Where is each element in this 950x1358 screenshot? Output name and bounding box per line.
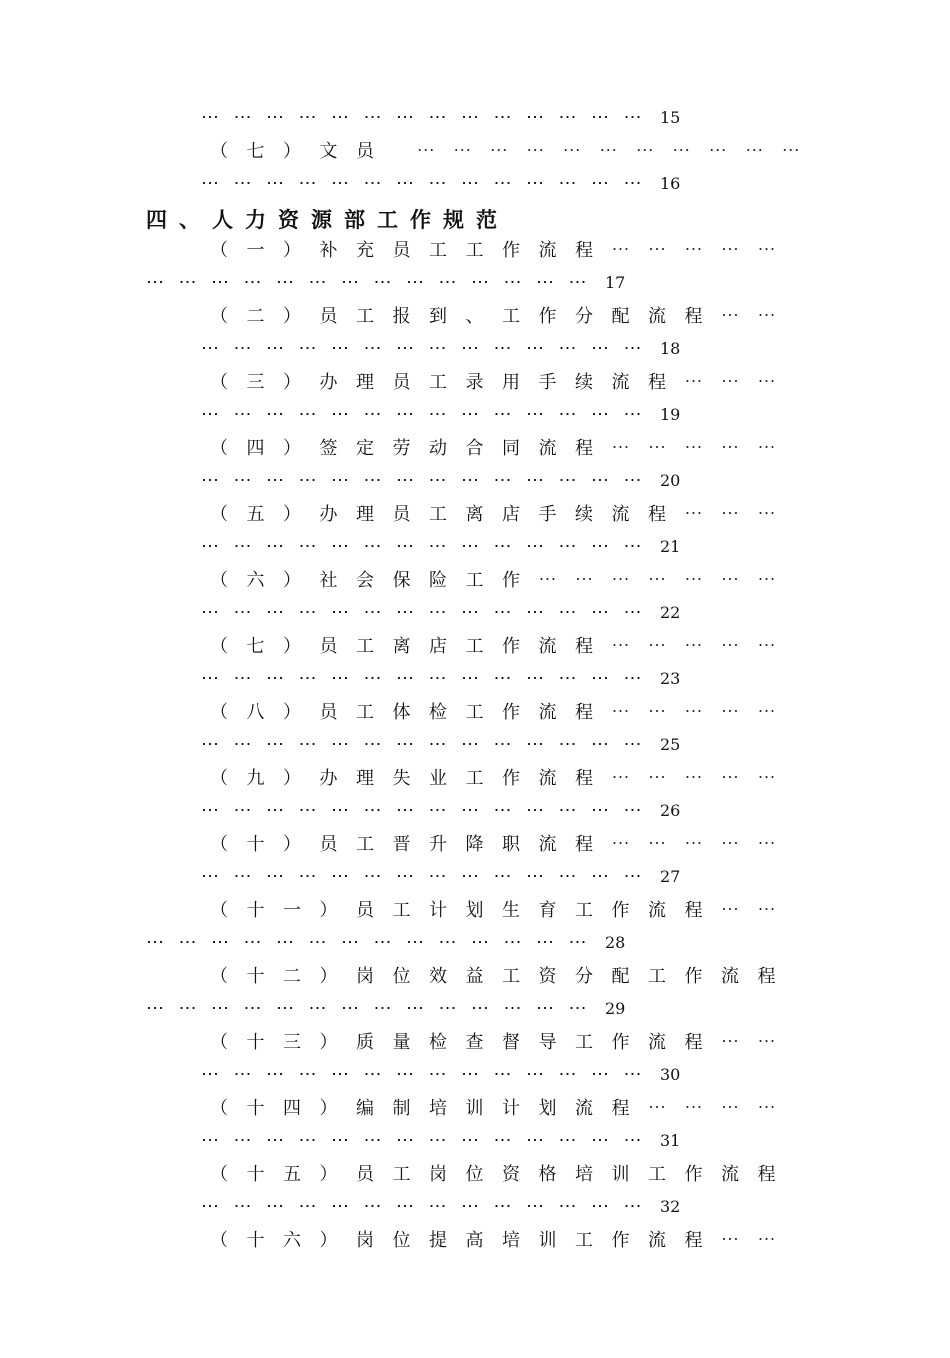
toc-entry-title: （十）员工晋升降职流程⋯⋯⋯⋯⋯: [210, 834, 794, 855]
toc-continuation-line: [146, 997, 625, 1021]
toc-entry-line: [210, 437, 794, 461]
toc-page-number: 25: [660, 735, 681, 754]
toc-leader-dots: ⋯⋯⋯⋯⋯⋯⋯⋯⋯⋯⋯⋯⋯⋯: [201, 668, 656, 689]
toc-continuation-line: [201, 337, 680, 361]
toc-page-number: 31: [660, 1131, 681, 1150]
toc-page-number: 32: [660, 1197, 681, 1216]
toc-leader-dots: ⋯⋯⋯⋯⋯⋯⋯⋯⋯⋯⋯⋯⋯⋯: [201, 173, 656, 194]
toc-entry-title: （九）办理失业工作流程⋯⋯⋯⋯⋯: [210, 768, 794, 789]
toc-entry-title: （七）员工离店工作流程⋯⋯⋯⋯⋯: [210, 636, 794, 657]
section-heading: 四、人力资源部工作规范: [146, 208, 509, 232]
toc-page-number: 21: [660, 537, 681, 556]
toc-leader-dots: ⋯⋯⋯⋯⋯⋯⋯⋯⋯⋯⋯⋯⋯⋯: [201, 536, 656, 557]
toc-leader-dots: ⋯⋯⋯⋯⋯⋯⋯⋯⋯⋯⋯⋯⋯⋯: [201, 338, 656, 359]
toc-entry-line: [210, 1031, 794, 1055]
toc-page-number: 17: [605, 273, 626, 292]
toc-entry-title: （十一）员工计划生育工作流程⋯⋯: [210, 900, 794, 921]
toc-page-number: 26: [660, 801, 681, 820]
toc-leader-dots: ⋯⋯⋯⋯⋯⋯⋯⋯⋯⋯⋯⋯⋯⋯: [146, 932, 601, 953]
toc-page-number: 30: [660, 1065, 681, 1084]
toc-entry-title: （五）办理员工离店手续流程⋯⋯⋯: [210, 504, 794, 525]
toc-continuation-line: [201, 733, 680, 757]
toc-leader-dots: ⋯⋯⋯⋯⋯⋯⋯⋯⋯⋯⋯⋯⋯⋯: [201, 404, 656, 425]
toc-entry-line: [210, 1097, 794, 1121]
toc-continuation-line: [146, 271, 625, 295]
toc-entry-title: （十六）岗位提高培训工作流程⋯⋯: [210, 1230, 794, 1251]
toc-entry-line: [210, 899, 794, 923]
toc-entry-line: [210, 239, 794, 263]
toc-entry-title: （二）员工报到、工作分配流程⋯⋯: [210, 306, 794, 327]
toc-page-number: 23: [660, 669, 681, 688]
toc-entry-title: （十五）员工岗位资格培训工作流程: [210, 1164, 794, 1185]
toc-continuation-line: [201, 403, 680, 427]
toc-leader-dots: ⋯⋯⋯⋯⋯⋯⋯⋯⋯⋯⋯⋯⋯⋯: [201, 1130, 656, 1151]
toc-entry-line: [210, 767, 794, 791]
toc-page-number: 28: [605, 933, 626, 952]
toc-entry-line: [210, 140, 818, 164]
toc-page-number: 29: [605, 999, 626, 1018]
toc-entry-line: [210, 1229, 794, 1253]
toc-continuation-line: [201, 667, 680, 691]
toc-entry-line: [210, 371, 794, 395]
toc-entry-line: [210, 503, 794, 527]
toc-leader-dots: ⋯⋯⋯⋯⋯⋯⋯⋯⋯⋯⋯⋯⋯⋯: [201, 734, 656, 755]
toc-leader-dots: ⋯⋯⋯⋯⋯⋯⋯⋯⋯⋯⋯⋯⋯⋯: [146, 998, 601, 1019]
toc-entry-title: （四）签定劳动合同流程⋯⋯⋯⋯⋯: [210, 438, 794, 459]
toc-leader-dots: ⋯⋯⋯⋯⋯⋯⋯⋯⋯⋯⋯⋯⋯⋯: [201, 107, 656, 128]
toc-entry-title: （一）补充员工工作流程⋯⋯⋯⋯⋯: [210, 240, 794, 261]
toc-continuation-line: [201, 1195, 680, 1219]
toc-continuation-line: [146, 931, 625, 955]
toc-entry-title: （七）文员 ⋯⋯⋯⋯⋯⋯⋯⋯⋯⋯⋯: [210, 141, 819, 162]
toc-continuation-line: [201, 172, 680, 196]
toc-leader-dots: ⋯⋯⋯⋯⋯⋯⋯⋯⋯⋯⋯⋯⋯⋯: [201, 800, 656, 821]
toc-entry-line: [210, 635, 794, 659]
toc-continuation-line: [201, 535, 680, 559]
toc-leader-dots: ⋯⋯⋯⋯⋯⋯⋯⋯⋯⋯⋯⋯⋯⋯: [201, 470, 656, 491]
toc-continuation-line: [201, 601, 680, 625]
toc-leader-dots: ⋯⋯⋯⋯⋯⋯⋯⋯⋯⋯⋯⋯⋯⋯: [201, 1196, 656, 1217]
toc-leader-dots: ⋯⋯⋯⋯⋯⋯⋯⋯⋯⋯⋯⋯⋯⋯: [201, 1064, 656, 1085]
toc-entry-title: （六）社会保险工作⋯⋯⋯⋯⋯⋯⋯: [210, 570, 794, 591]
toc-leader-dots: ⋯⋯⋯⋯⋯⋯⋯⋯⋯⋯⋯⋯⋯⋯: [201, 602, 656, 623]
toc-continuation-line: [201, 469, 680, 493]
toc-leader-dots: ⋯⋯⋯⋯⋯⋯⋯⋯⋯⋯⋯⋯⋯⋯: [146, 272, 601, 293]
toc-page-number: 18: [660, 339, 681, 358]
toc-entry-title: （十三）质量检查督导工作流程⋯⋯: [210, 1032, 794, 1053]
toc-entry-line: [210, 305, 794, 329]
toc-page-number: 16: [660, 174, 681, 193]
toc-entry-title: （十四）编制培训计划流程⋯⋯⋯⋯: [210, 1098, 794, 1119]
toc-entry-title: （十二）岗位效益工资分配工作流程: [210, 966, 794, 987]
toc-page-number: 19: [660, 405, 681, 424]
toc-leader-dots: ⋯⋯⋯⋯⋯⋯⋯⋯⋯⋯⋯⋯⋯⋯: [201, 866, 656, 887]
toc-continuation-line: [201, 799, 680, 823]
toc-page-number: 22: [660, 603, 681, 622]
toc-entry-line: [210, 965, 794, 989]
toc-continuation-line: [201, 1129, 680, 1153]
toc-page-number: 20: [660, 471, 681, 490]
toc-entry-line: [210, 701, 794, 725]
toc-entry-line: [210, 1163, 794, 1187]
toc-continuation-line: [201, 1063, 680, 1087]
toc-continuation-line: [201, 865, 680, 889]
toc-entry-line: [210, 833, 794, 857]
toc-page-number: 15: [660, 108, 681, 127]
toc-page-number: 27: [660, 867, 681, 886]
toc-entry-line: [210, 569, 794, 593]
toc-continuation-line: [201, 106, 680, 130]
toc-entry-title: （八）员工体检工作流程⋯⋯⋯⋯⋯: [210, 702, 794, 723]
toc-entry-title: （三）办理员工录用手续流程⋯⋯⋯: [210, 372, 794, 393]
